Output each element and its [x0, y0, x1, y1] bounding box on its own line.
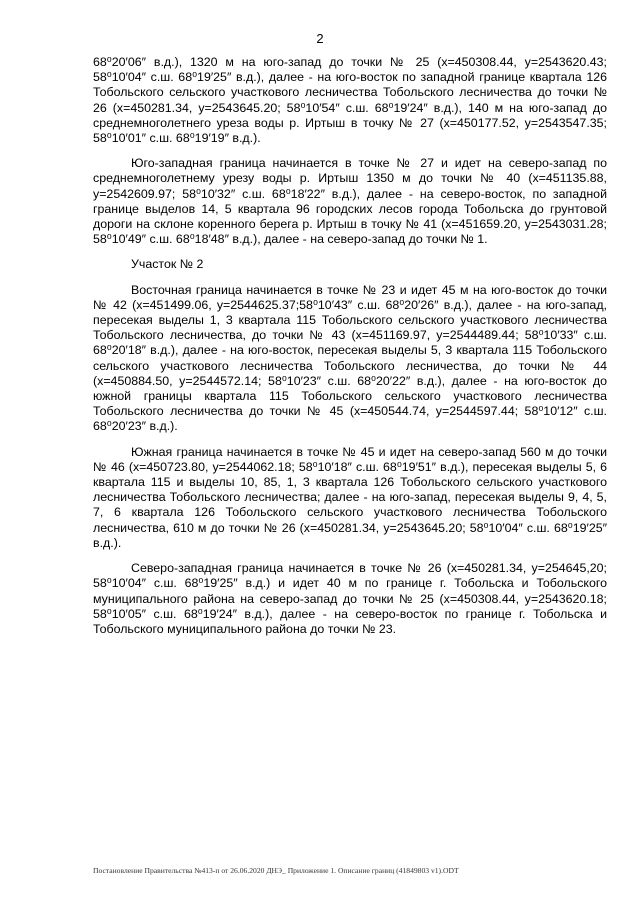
page-number: 2	[316, 31, 324, 46]
paragraph-northwest-border: Северо-западная граница начинается в точке № 26 (x=450281.34, y=254645,20; 58⁰10′04″ с.ш. 68⁰19′25″ в.д.) и идет 40 м по границе г. Тобольска и Тобольского муниципального района на северо-запад до точки № 25 (x=450308.44, y=2543620.18; 58⁰10′05″ с.ш. 68⁰19′24″ в.д.), далее - на северо-восток по границе г. Тобольска и Тобольского муниципального района до точки № 23.	[93, 561, 607, 636]
page-footer: Постановление Правительства №413-п от 26.06.2020 ДНЭ_ Приложение 1. Описание границ (41849803 v1).ODT	[93, 866, 459, 875]
paragraph-southwest-border: Юго-западная граница начинается в точке № 27 и идет на северо-запад по среднемноголетнему урезу воды р. Иртыш 1350 м до точки № 40 (x=451135.88, y=2542609.97; 58⁰10′32″ с.ш. 68⁰18′22″ в.д.), далее - на северо-восток, по западной границе выделов 14, 5 квартала 96 городских лесов города Тобольска до грунтовой дороги на склоне коренного берега р. Иртыш в точку № 41 (x=451659.20, y=2543031.28; 58⁰10′49″ с.ш. 68⁰18′48″ в.д.), далее - на северо-запад до точки № 1.	[93, 156, 607, 247]
section-heading-plot-2: Участок № 2	[131, 257, 204, 272]
paragraph-1: 68⁰20′06″ в.д.), 1320 м на юго-запад до точки № 25 (x=450308.44, y=2543620.43; 58⁰10′04″ с.ш. 68⁰19′25″ в.д.), далее - на юго-восток по западной границе квартала 126 Тобольского сельского участкового лесничества Тобольского лесничества до точки № 26 (x=450281.34, y=2543645.20; 58⁰10′54″ с.ш. 68⁰19′24″ в.д.), 140 м на юго-запад до среднемноголетнего уреза воды р. Иртыш в точку № 27 (x=450177.52, y=2543547.35; 58⁰10′01″ с.ш. 68⁰19′19″ в.д.).	[93, 55, 607, 146]
paragraph-east-border: Восточная граница начинается в точке № 23 и идет 45 м на юго-восток до точки № 42 (x=451499.06, y=2544625.37;58⁰10′43″ с.ш. 68⁰20′26″ в.д.), далее - на юго-запад, пересекая выделы 1, 3 квартала 115 Тобольского сельского участкового лесничества Тобольского лесничества, до точки № 43 (x=451169.97, y=2544489.44; 58⁰10′33″ с.ш. 68⁰20′18″ в.д.), далее - на юго-восток, пересекая выделы 5, 3 квартала 115 Тобольского сельского участкового лесничества Тобольского лесничества, до точки № 44 (x=450884.50, y=2544572.14; 58⁰10′23″ с.ш. 68⁰20′22″ в.д.), далее - на юго-восток до южной границы квартала 115 Тобольского сельского участкового лесничества Тобольского лесничества до точки № 45 (x=450544.74, y=2544597.44; 58⁰10′12″ с.ш. 68⁰20′23″ в.д.).	[93, 282, 607, 434]
paragraph-south-border: Южная граница начинается в точке № 45 и идет на северо-запад 560 м до точки № 46 (x=450723.80, y=2544062.18; 58⁰10′18″ с.ш. 68⁰19′51″ в.д.), пересекая выделы 5, 6 квартала 115 и выделы 10, 85, 1, 3 квартала 126 Тобольского сельского участкового лесничества Тобольского лесничества; далее - на юго-запад, пересекая выделы 9, 4, 5, 7, 6 квартала 126 Тобольского сельского участкового лесничества Тобольского лесничества, 610 м до точки № 26 (x=450281.34, y=2543645.20; 58⁰10′04″ с.ш. 68⁰19′25″ в.д.).	[93, 444, 607, 550]
document-body	[93, 55, 607, 647]
